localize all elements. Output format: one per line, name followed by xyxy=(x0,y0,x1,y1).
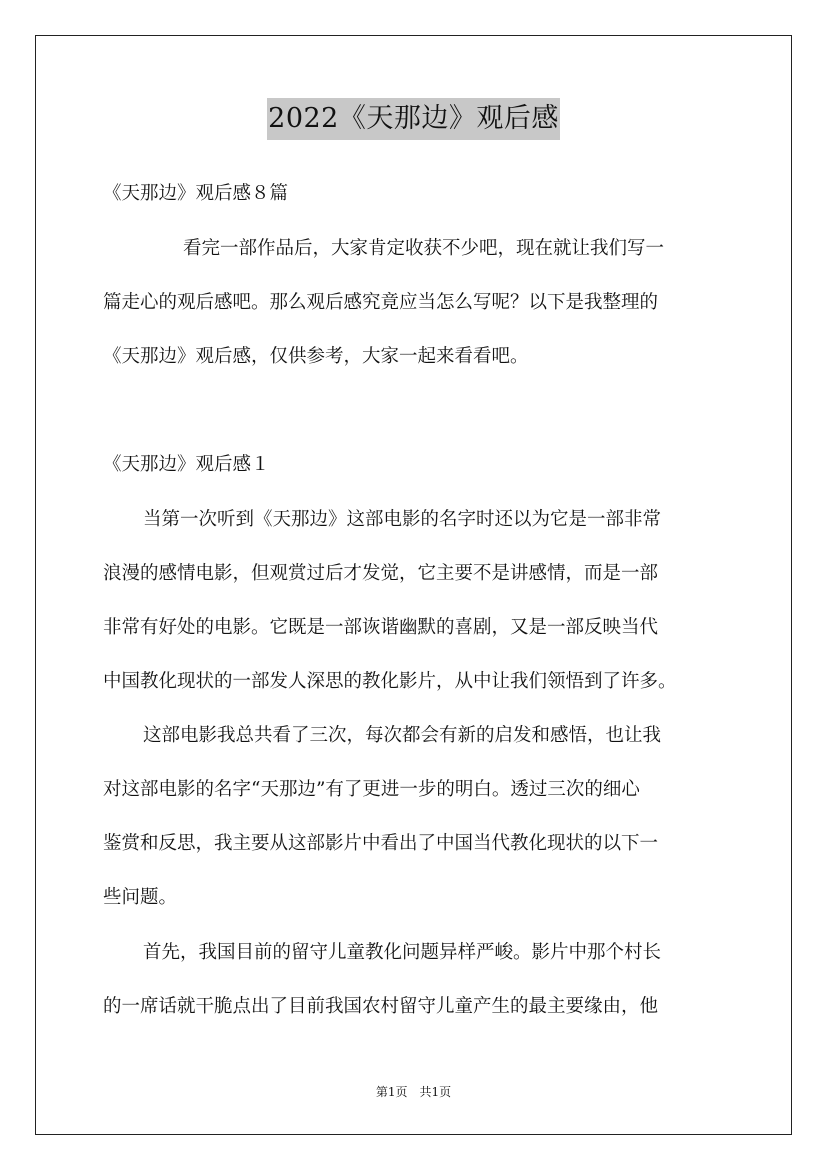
document-subtitle: 《天那边》观后感８篇 xyxy=(103,183,289,204)
body-line: 这部电影我总共看了三次，每次都会有新的启发和感悟，也让我 xyxy=(143,725,662,746)
body-line: 鉴赏和反思，我主要从这部影片中看出了中国当代教化现状的以下一 xyxy=(103,833,659,854)
body-line: 非常有好处的电影。它既是一部诙谐幽默的喜剧，又是一部反映当代 xyxy=(103,617,659,638)
body-line: 些问题。 xyxy=(103,887,178,908)
body-line: 的一席话就干脆点出了目前我国农村留守儿童产生的最主要缘由，他 xyxy=(103,996,659,1017)
body-line: 对这部电影的名字“天那边”有了更进一步的明白。透过三次的细心 xyxy=(103,779,640,800)
body-line: 当第一次听到《天那边》这部电影的名字时还以为它是一部非常 xyxy=(143,509,662,530)
body-line: 中国教化现状的一部发人深思的教化影片，从中让我们领悟到了许多。 xyxy=(103,671,677,692)
title-container xyxy=(0,98,827,140)
section-heading: 《天那边》观后感１ xyxy=(103,454,270,475)
document-title: 2022《天那边》观后感 xyxy=(267,98,560,140)
intro-line: 看完一部作品后，大家肯定收获不少吧，现在就让我们写一 xyxy=(183,238,665,259)
intro-line: 篇走心的观后感吧。那么观后感究竟应当怎么写呢？以下是我整理的 xyxy=(103,292,659,313)
body-line: 浪漫的感情电影，但观赏过后才发觉，它主要不是讲感情，而是一部 xyxy=(103,563,659,584)
intro-line: 《天那边》观后感，仅供参考，大家一起来看看吧。 xyxy=(103,346,529,367)
page-footer: 第1页 共1页 xyxy=(375,1085,452,1099)
body-line: 首先，我国目前的留守儿童教化问题异样严峻。影片中那个村长 xyxy=(143,942,662,963)
